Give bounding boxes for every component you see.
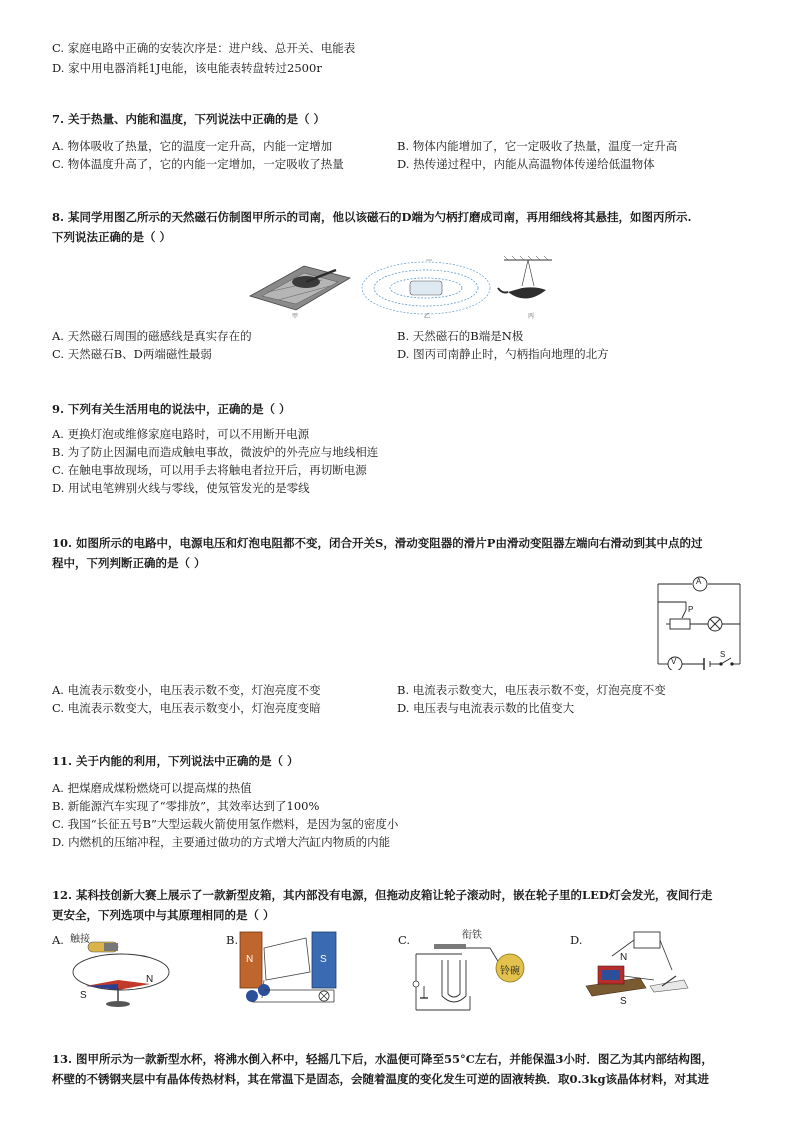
q10-option-a: A. 电流表示数变小，电压表示数不变，灯泡亮度不变 [52,683,321,697]
magnet-field-figure [362,260,490,314]
q12-stem-line2: 更安全，下列选项中与其原理相同的是（ ） [52,908,275,922]
q13-stem-line1: 13. 图甲所示为一款新型水杯，将沸水倒入杯中，轻摇几下后，水温便可降至55°C左右，并能保温3小时．图乙为其内部结构图， [52,1052,713,1066]
q13-stem-line2: 杯壁的不锈钢夹层中有晶体传热材料，其在常温下是固态，会随着温度的变化发生可逆的固液转换．取0.3kg该晶体材料，对其进 [52,1072,710,1086]
q9-stem: 9. 下列有关生活用电的说法中，正确的是（ ） [52,402,291,416]
q8-caption-a: 甲 [292,313,299,320]
q11-option-b: B. 新能源汽车实现了“零排放”，其效率达到了100% [52,799,320,813]
figure-b-s-label: S [320,954,327,965]
q9-option-b: B. 为了防止因漏电而造成触电事故，微波炉的外壳应与地线相连 [52,445,379,459]
q8-stem-line2: 下列说法正确的是（ ） [52,230,172,244]
q12-figure-a [66,930,176,1012]
q7-option-c: C. 物体温度升高了，它的内能一定增加，一定吸收了热量 [52,157,344,171]
q12-figure-a-label: A. [52,933,64,947]
figure-b-n-label: N [246,954,254,965]
q6-option-c: C. 家庭电路中正确的安装次序是：进户线、总开关、电能表 [52,41,356,55]
q12-figure-c [406,924,538,1012]
q10-stem-line2: 程中，下列判断正确的是（ ） [52,556,206,570]
q10-circuit-figure [652,574,744,670]
q10-option-d: D. 电压表与电流表示数的比值变大 [397,701,575,715]
q7-option-b: B. 物体内能增加了，它一定吸收了热量，温度一定升高 [397,139,678,153]
figure-c-bell-label: 铃碗 [500,966,520,977]
q11-option-d: D. 内燃机的压缩冲程，主要通过做功的方式增大汽缸内物质的内能 [52,835,391,849]
figure-d-s-label: S [620,996,627,1007]
figure-a-contact-label: 触接 [70,934,90,945]
q8-stem-line1: 8. 某同学用图乙所示的天然磁石仿制图甲所示的司南，他以该磁石的D端为勺柄打磨成司南，再用细线将其悬挂，如图丙所示. [52,210,692,224]
q11-option-a: A. 把煤磨成煤粉燃烧可以提高煤的热值 [52,781,252,795]
q7-option-a: A. 物体吸收了热量，它的温度一定升高，内能一定增加 [52,139,333,153]
generator-svg [236,928,348,1012]
circuit-svg [652,574,744,670]
q12-stem-line1: 12. 某科技创新大赛上展示了一款新型皮箱，其内部没有电源，但拖动皮箱让轮子滚动时，嵌在轮子里的LED灯会发光，夜间行走 [52,888,713,902]
q12-figure-d-label: D. [570,933,583,947]
q9-option-d: D. 用试电笔辨别火线与零线，使氖管发光的是零线 [52,481,310,495]
q8-option-d: D. 图丙司南静止时，勺柄指向地理的北方 [397,347,609,361]
q8-figures [246,256,558,318]
q10-option-b: B. 电流表示数变大，电压表示数不变，灯泡亮度不变 [397,683,666,697]
figure-c-armature-label: 衔铁 [462,930,482,941]
q12-figure-c-label: C. [398,933,411,947]
q12-figure-b [236,928,348,1012]
figure-a-s-label: S [80,990,87,1001]
q12-figure-b-label: B. [226,933,239,947]
hanging-spoon-figure [498,256,552,299]
q8-option-a: A. 天然磁石周围的磁感线是真实存在的 [52,329,252,343]
figure-a-n-label: N [146,974,154,985]
q8-figure-svg [246,256,558,318]
figure-d-n-label: N [620,952,628,963]
q8-option-b: B. 天然磁石的B端是N极 [397,329,524,343]
q7-stem: 7. 关于热量、内能和温度，下列说法中正确的是（ ） [52,112,326,126]
voltmeter-label: V [671,657,677,666]
q11-stem: 11. 关于内能的利用，下列说法中正确的是（ ） [52,754,299,768]
q11-option-c: C. 我国“长征五号B”大型运载火箭使用氢作燃料，是因为氢的密度小 [52,817,399,831]
switch-label: S [720,650,726,659]
q10-stem-line1: 10. 如图所示的电路中，电源电压和灯泡电阻都不变，闭合开关S，滑动变阻器的滑片P由滑动变阻器左端向右滑动到其中点的过 [52,536,703,550]
q8-caption-c: 丙 [528,313,535,320]
motor-svg [580,926,694,1010]
q9-option-c: C. 在触电事故现场，可以用手去将触电者拉开后，再切断电源 [52,463,367,477]
q6-option-d: D. 家中用电器消耗1J电能，该电能表转盘转过2500r [52,61,322,75]
q9-option-a: A. 更换灯泡或维修家庭电路时，可以不用断开电源 [52,427,310,441]
sinan-board-figure [250,266,350,310]
ammeter-label: A [696,577,702,586]
q8-option-c: C. 天然磁石B、D两端磁性最弱 [52,347,212,361]
q8-caption-b: 乙 [424,313,431,320]
q10-option-c: C. 电流表示数变大，电压表示数变小，灯泡亮度变暗 [52,701,321,715]
q7-option-d: D. 热传递过程中，内能从高温物体传递给低温物体 [397,157,655,171]
slider-label: P [688,605,694,614]
q12-figure-d [580,926,694,1010]
